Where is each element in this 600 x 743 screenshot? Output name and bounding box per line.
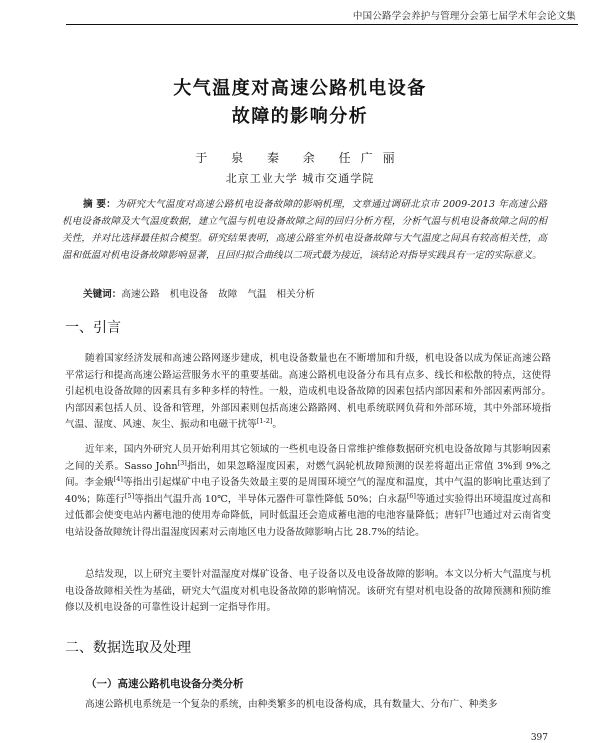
citation: [3]: [177, 458, 187, 467]
citation: [5]: [124, 491, 135, 500]
abstract-label: 摘 要：: [83, 199, 116, 210]
citation: [6]: [406, 491, 416, 500]
section-heading-data: 二、数据选取及处理: [65, 640, 191, 656]
paragraph-text: 等通过实验得出环境温度过高和过低都会使变电站内蓄电池的使用寿命降低，同时低温还会造成蓄电池的电池容量降低；唐轩: [65, 493, 551, 521]
page-number: 397: [530, 733, 548, 743]
body-paragraph: 总结发现，以上研究主要针对温湿度对煤矿设备、电子设备以及电设备故障的影响。本文以分析大气温度与机电设备故障相关性为基础，研究大气温度对机电设备故障的影响情况。该研究有望对机电设备的故障预测和预防维修以及机电设备的可靠性设计起到一定指导作用。: [65, 569, 551, 613]
keywords: [83, 286, 315, 300]
affiliation: 北京工业大学 城市交通学院: [225, 172, 375, 185]
keyword: 故障: [218, 289, 238, 300]
abstract: [62, 196, 547, 264]
authors: 于 泉 秦 余 任广丽: [195, 151, 405, 165]
paper-title-line1: 大气温度对高速公路机电设备: [173, 78, 427, 99]
keyword: 高速公路: [121, 289, 160, 300]
citation: [7]: [463, 507, 474, 516]
citation: [1-2]: [256, 416, 273, 425]
body-paragraph: [65, 442, 551, 541]
body-paragraph: 高速公路机电系统是一个复杂的系统，由种类繁多的机电设备构成，具有数量大、分布广、种类多: [85, 699, 498, 710]
paragraph-text: 随着国家经济发展和高速公路网逐步建成，机电设备数量也在不断增加和升级，机电设备以成为保证高速公路平常运行和提高高速公路运营服务水平的重要基础。高速公路机电设备分布具有点多、线长和松散的特点，这使得引起机电设备故障的因素具有多种多样的特性。一般，造成机电设备故障的因素包括内部因素和外部因素两部分。内部因素包括人员、设备和管理，外部因素则包括高速公路路网、机电系统联网负荷和外部环境，其中外部环境指气温、湿度、风速、灰尘、振动和电磁干扰等: [65, 353, 551, 430]
subsection-heading: （一）高速公路机电设备分类分析: [86, 678, 244, 690]
paragraph-text: 近年来，国内外研究人员开始利用其它领域的一些机电设备日常维护维修数据研究机电设备故障与其影响因素之间的关系。Sasso John: [65, 444, 551, 472]
keywords-label: 关键词：: [83, 289, 122, 300]
running-header: 中国公路学会养护与管理分会第七届学术年会论文集: [352, 11, 576, 22]
paragraph-text: 。: [272, 419, 283, 430]
header-rule: [66, 24, 578, 25]
section-heading-introduction: 一、引言: [65, 320, 121, 336]
abstract-text: 为研究大气温度对高速公路机电设备故障的影响机理，文章通过调研北京市 2009-2013 年高速公路机电设备故障及大气温度数据，建立气温与机电设备故障之间的回归分析方程，分析气温与机电设备故障之间的相关性，并对比选择最佳拟合模型。研究结果表明，高速公路室外机电设备故障与大气温度之间具有较高相关性，高温和低温对机电设备故障影响显著，且回归拟合曲线以二项式最为接近，该结论对指导实践具有一定的实际意义。: [62, 199, 548, 261]
keyword: 机电设备: [169, 289, 209, 300]
paragraph-text: 也通过对云南省变电站设备故障统计得出温湿度因素对云南地区电力设备故障影响占比 28.7%的结论。: [65, 510, 552, 538]
paragraph-text: 指出，如果忽略湿度因素，对燃气涡轮机故障预测的误差将超出正常值 3%到 9%之间。李金娥: [65, 460, 551, 488]
body-paragraph: [65, 351, 551, 434]
paragraph-text: 等指出引起煤矿中电子设备失效最主要的是周围环境空气的湿度和温度，其中气温的影响比重达到了 40%；陈莲行: [65, 477, 552, 505]
paper-title-line2: 故障的影响分析: [231, 106, 369, 127]
citation: [4]: [113, 474, 123, 483]
keyword: 气温: [247, 289, 267, 300]
keyword: 相关分析: [276, 289, 315, 300]
paragraph-text: 等指出气温升高 10℃，半导体元器件可靠性降低 50%；白永磊: [134, 493, 407, 505]
